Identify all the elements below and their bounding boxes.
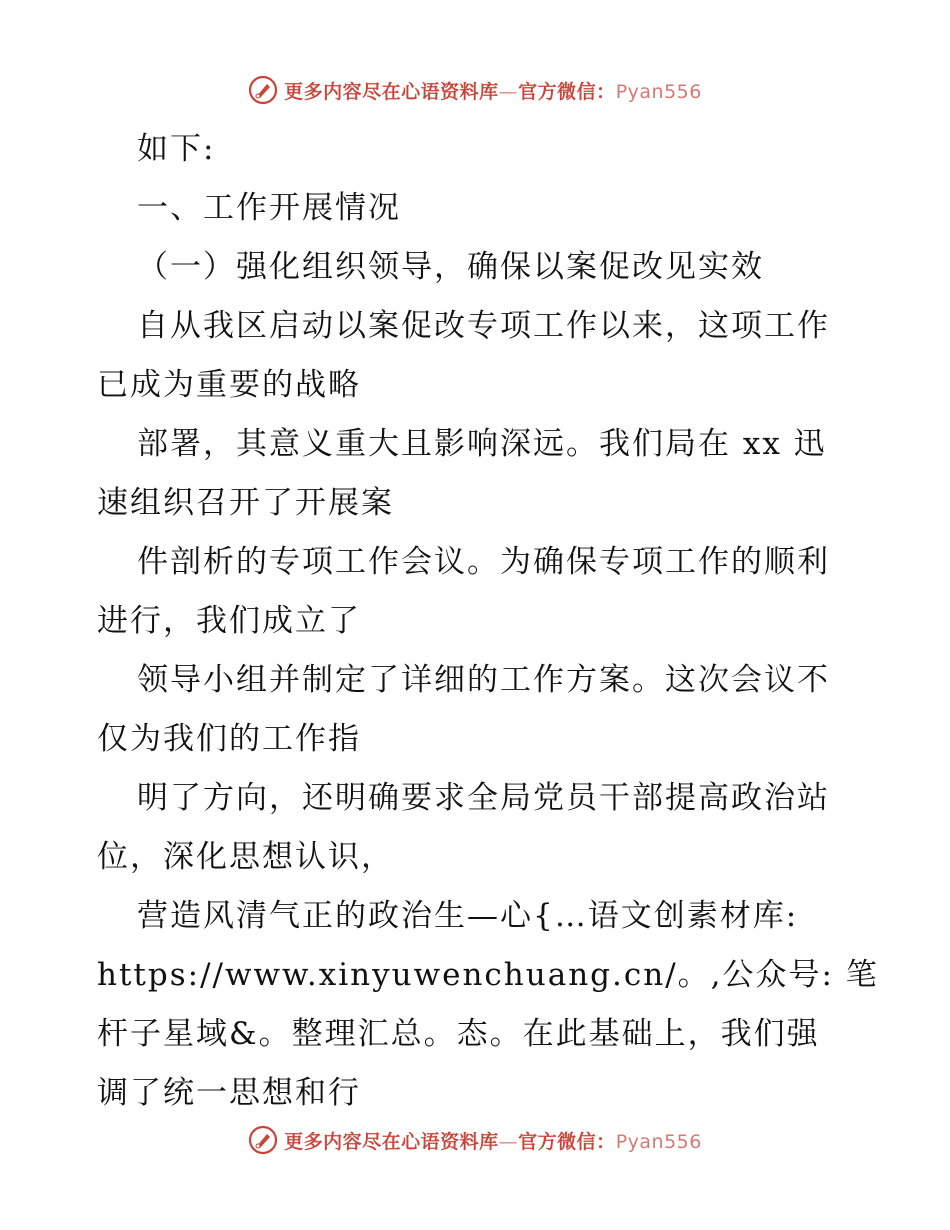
text-line-13: 位，深化思想认识， bbox=[97, 839, 394, 875]
document-body bbox=[97, 120, 879, 1123]
watermark-official-label: 官方微信： bbox=[518, 1130, 616, 1153]
pen-nib-logo-icon bbox=[248, 1125, 278, 1155]
text-line-17: 调了统一思想和行 bbox=[97, 1075, 361, 1111]
text-line-15: https://www.xinyuwenchuang.cn/。,公众号: 笔 bbox=[97, 957, 879, 993]
watermark-account: Pyan556 bbox=[615, 1130, 702, 1153]
watermark-separator: — bbox=[498, 80, 519, 103]
section-heading: 一、工作开展情况 bbox=[137, 190, 401, 226]
watermark-official-label: 官方微信： bbox=[518, 80, 616, 103]
watermark-brand: 更多内容尽在心语资料库 bbox=[284, 80, 499, 103]
watermark-text bbox=[284, 77, 702, 104]
watermark-brand: 更多内容尽在心语资料库 bbox=[284, 1130, 499, 1153]
text-line-10: 领导小组并制定了详细的工作方案。这次会议不 bbox=[137, 662, 830, 698]
subsection-heading: （一）强化组织领导，确保以案促改见实效 bbox=[137, 249, 764, 285]
text-line-7: 速组织召开了开展案 bbox=[97, 485, 394, 521]
text-line-9: 进行，我们成立了 bbox=[97, 603, 361, 639]
text-line-12: 明了方向，还明确要求全局党员干部提高政治站 bbox=[137, 780, 830, 816]
text-line-14: 营造风清气正的政治生—心{…语文创素材库: bbox=[137, 898, 799, 934]
footer-watermark bbox=[0, 1120, 950, 1160]
header-watermark bbox=[0, 70, 950, 110]
watermark-text bbox=[284, 1127, 702, 1154]
text-line-8: 件剖析的专项工作会议。为确保专项工作的顺利 bbox=[137, 544, 830, 580]
text-line-4: 自从我区启动以案促改专项工作以来，这项工作 bbox=[137, 308, 830, 344]
text-line-11: 仅为我们的工作指 bbox=[97, 721, 361, 757]
pen-nib-logo-icon bbox=[248, 75, 278, 105]
text-line-1: 如下: bbox=[137, 131, 216, 167]
text-line-16: 杆子星域&。整理汇总。态。在此基础上，我们强 bbox=[97, 1016, 820, 1052]
text-line-5: 已成为重要的战略 bbox=[97, 367, 361, 403]
watermark-separator: — bbox=[498, 1130, 519, 1153]
watermark-account: Pyan556 bbox=[615, 80, 702, 103]
text-line-6: 部署，其意义重大且影响深远。我们局在 xx 迅 bbox=[137, 426, 827, 462]
